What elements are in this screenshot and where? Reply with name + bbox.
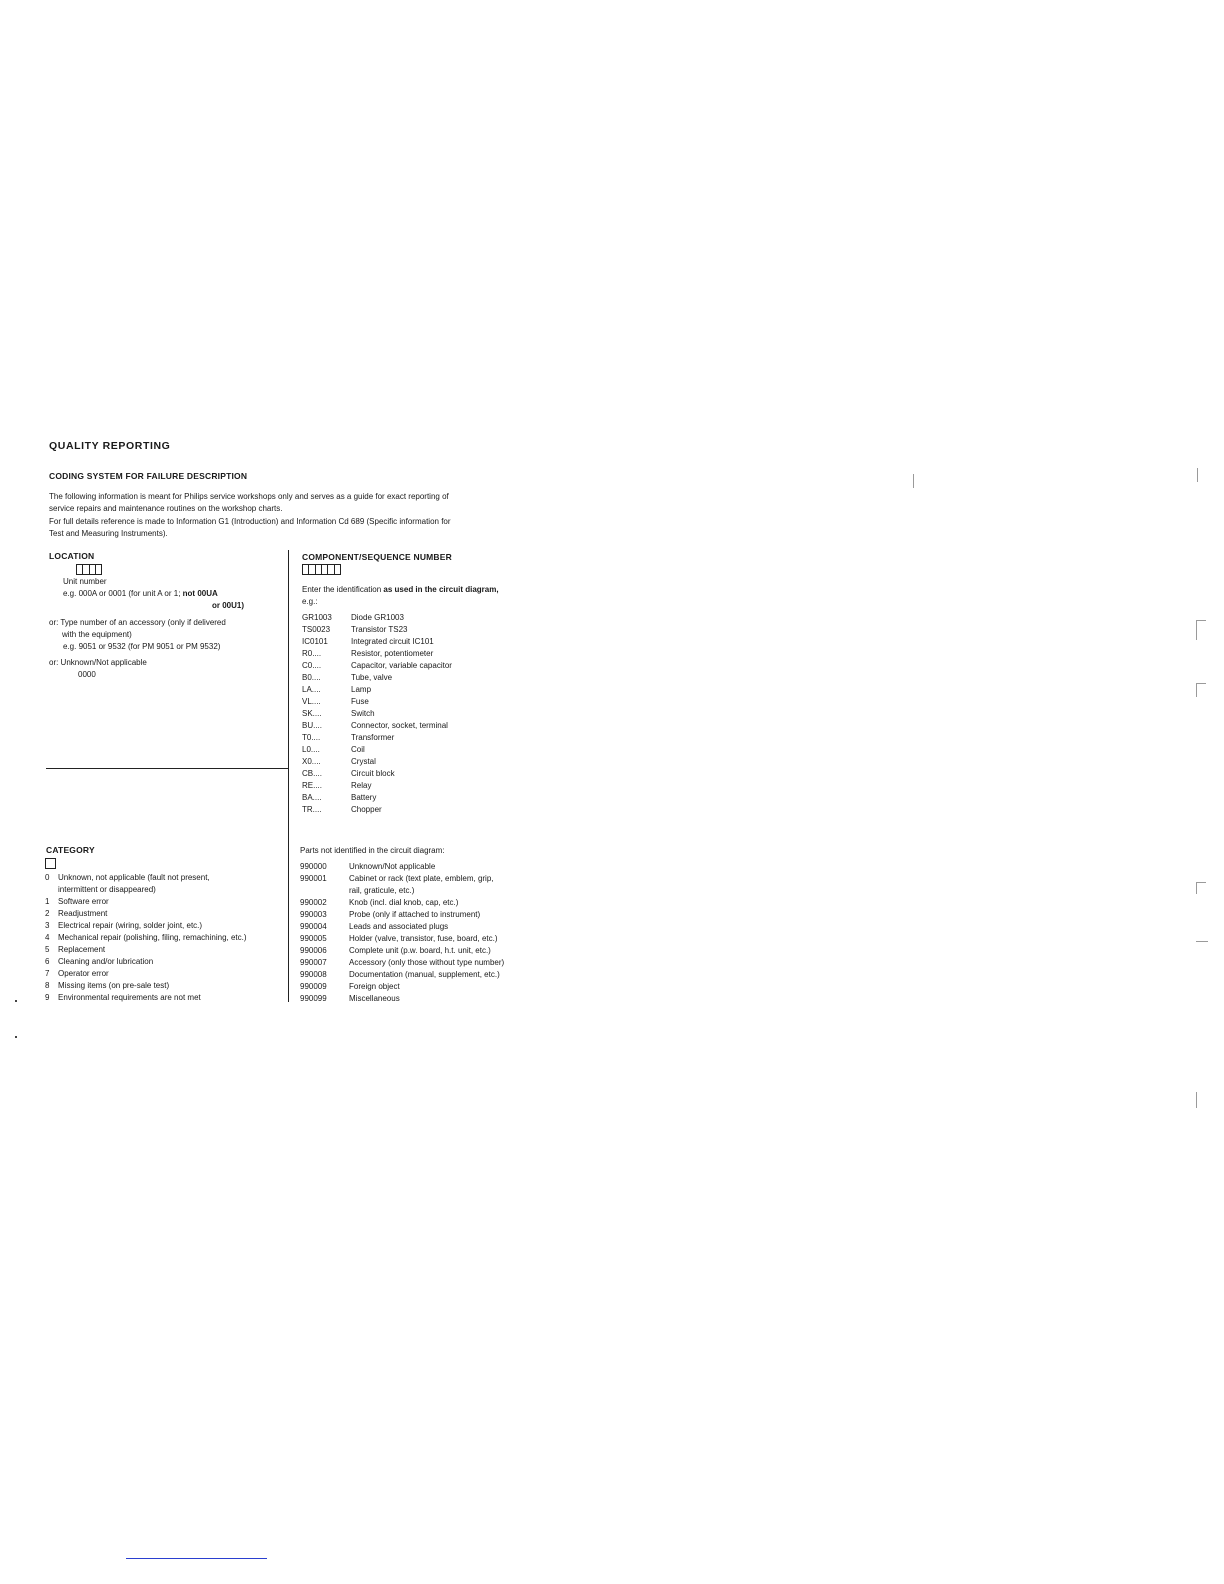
unit-number-label: Unit number (63, 577, 107, 586)
location-heading: LOCATION (49, 551, 95, 561)
bottom-link-rule (126, 1558, 267, 1559)
intro-line: For full details reference is made to Information G1 (Introduction) and Information Cd 689 (Specific information for (49, 517, 451, 526)
scan-mark (15, 1000, 17, 1002)
intro-paragraph (49, 491, 549, 540)
scan-mark (1197, 468, 1198, 482)
component-heading: COMPONENT/SEQUENCE NUMBER (302, 552, 452, 562)
scan-mark (1196, 620, 1197, 640)
unit-example (63, 588, 218, 600)
unit-example-bold-2: or 00U1) (212, 601, 245, 610)
parts-heading: Parts not identified in the circuit diagram: (300, 846, 445, 855)
scan-mark (1196, 1092, 1197, 1108)
component-instruction-text: Enter the identification (302, 585, 382, 594)
component-instruction (302, 584, 499, 596)
intro-line: The following information is meant for Philips service workshops only and serves as a guide for exact reporting of (49, 492, 449, 501)
location-code-boxes (76, 564, 102, 575)
component-code-boxes (302, 564, 341, 575)
scan-mark (1196, 882, 1197, 894)
scan-mark (1196, 882, 1206, 883)
scan-mark (1196, 683, 1206, 684)
column-divider (288, 550, 289, 1002)
page-title: QUALITY REPORTING (49, 440, 171, 452)
intro-line: Test and Measuring Instruments). (49, 529, 168, 538)
scan-mark (913, 474, 914, 488)
scan-mark (15, 1036, 17, 1038)
accessory-example: e.g. 9051 or 9532 (for PM 9051 or PM 9532) (63, 642, 221, 651)
component-instruction-bold: as used in the circuit diagram, (383, 585, 499, 594)
accessory-line: or: Type number of an accessory (only if delivered (49, 618, 226, 627)
unit-example-bold: not 00UA (182, 589, 218, 598)
unknown-code: 0000 (78, 670, 96, 679)
unit-example-text: e.g. 000A or 0001 (for unit A or 1; (63, 589, 181, 598)
section-divider (46, 768, 288, 769)
scan-mark (1196, 683, 1197, 697)
accessory-line: with the equipment) (62, 630, 132, 639)
component-eg: e.g.: (302, 597, 318, 606)
section-subtitle: CODING SYSTEM FOR FAILURE DESCRIPTION (49, 471, 248, 481)
scan-mark (1196, 941, 1208, 942)
category-code-box (45, 858, 56, 869)
scan-mark (1196, 620, 1206, 621)
category-heading: CATEGORY (46, 845, 95, 855)
unknown-line: or: Unknown/Not applicable (49, 658, 147, 667)
intro-line: service repairs and maintenance routines on the workshop charts. (49, 504, 283, 513)
